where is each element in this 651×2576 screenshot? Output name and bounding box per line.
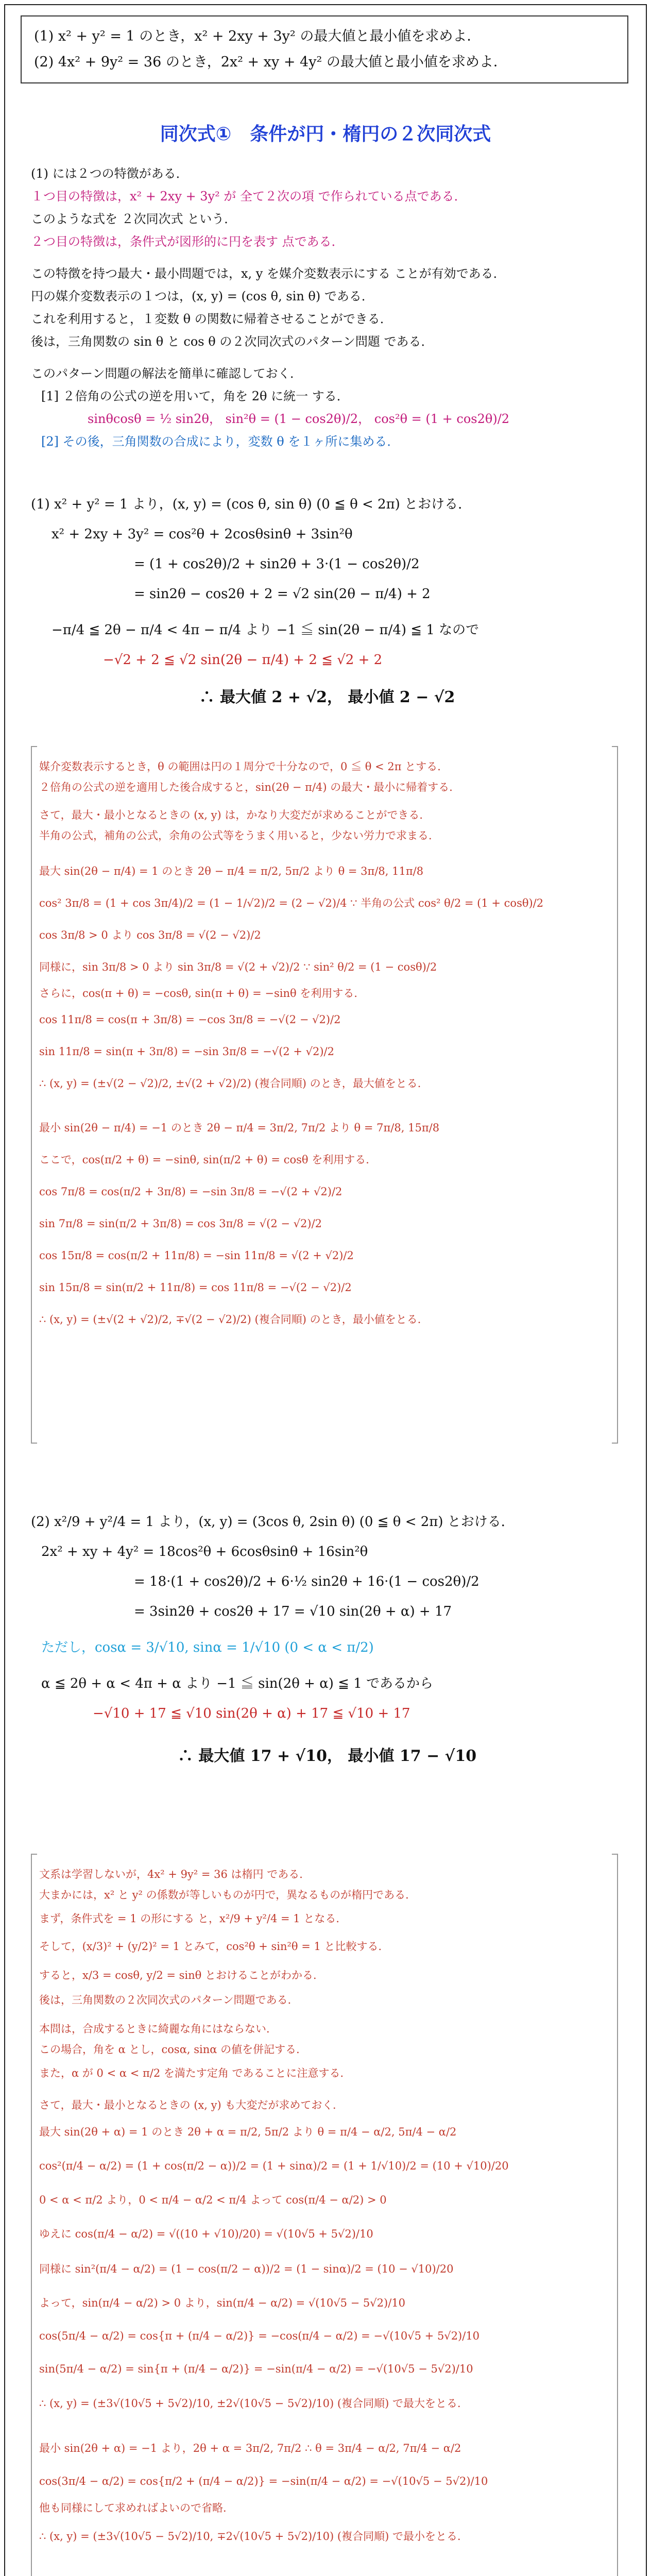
solution-2 <box>31 1507 623 1766</box>
intro-line: 円の媒介変数表示の１つは，(x, y) = (cos θ, sin θ) である． <box>31 289 374 303</box>
intro-line: ２つ目の特徴は，条件式が図形的に円を表す 点である． <box>31 234 344 249</box>
answer-1: ∴ 最大値 2 + √2， 最小値 2 − √2 <box>199 688 455 706</box>
note-line: さて，最大・最小となるときの (x, y) も大変だが求めておく． <box>39 2099 344 2111</box>
problem-box <box>21 15 628 83</box>
sol-line: = sin2θ − cos2θ + 2 = √2 sin(2θ − π/4) + 2 <box>134 586 431 602</box>
intro-line: 後は，三角関数の sin θ と cos θ の２次同次式のパターン問題 である． <box>31 334 434 349</box>
note-line: cos 15π/8 = cos(π/2 + 11π/8) = −sin 11π/8 = √(2 + √2)/2 <box>39 1249 354 1262</box>
note-line: よって，sin(π/4 − α/2) > 0 より，sin(π/4 − α/2) = √(10√5 − 5√2)/10 <box>39 2297 405 2309</box>
intro-line: このような式を ２次同次式 という． <box>31 212 237 226</box>
note-line: cos(5π/4 − α/2) = cos{π + (π/4 − α/2)} = −cos(π/4 − α/2) = −√(10√5 + 5√2)/10 <box>39 2330 480 2342</box>
note-line: すると，x/3 = cosθ, y/2 = sinθ とおけることがわかる． <box>39 1969 324 1981</box>
sol-line: −π/4 ≦ 2θ − π/4 < 4π − π/4 より −1 ≦ sin(2θ − π/4) ≦ 1 なので <box>52 622 479 638</box>
note-line: ２倍角の公式の逆を適用した後合成すると，sin(2θ − π/4) の最大・最小に帰着する． <box>39 781 460 793</box>
note-line: この場合，角を α とし，cosα, sinα の値を併記する． <box>39 2043 307 2056</box>
sol-line: α ≦ 2θ + α < 4π + α より −1 ≦ sin(2θ + α) ≦ 1 であるから <box>41 1676 434 1691</box>
note-line: cos 7π/8 = cos(π/2 + 3π/8) = −sin 3π/8 = −√(2 + √2)/2 <box>39 1185 342 1198</box>
note-line: 0 < α < π/2 より，0 < π/4 − α/2 < π/4 よって cos(π/4 − α/2) > 0 <box>39 2194 387 2206</box>
note-line: 同様に sin²(π/4 − α/2) = (1 − cos(π/2 − α))/2 = (1 − sinα)/2 = (10 − √10)/20 <box>39 2263 454 2275</box>
intro-line: (1) には２つの特徴がある． <box>31 166 189 181</box>
note-line: cos(3π/4 − α/2) = cos{π/2 + (π/4 − α/2)} = −sin(π/4 − α/2) = −√(10√5 − 5√2)/10 <box>39 2475 488 2487</box>
note-line: また，α が 0 < α < π/2 を満たす定角 であることに注意する． <box>39 2067 351 2079</box>
intro-line: １つ目の特徴は，x² + 2xy + 3y² が 全て２次の項 で作られている点である． <box>31 189 467 204</box>
note-line: cos 11π/8 = cos(π + 3π/8) = −cos 3π/8 = −√(2 − √2)/2 <box>39 1013 341 1026</box>
note-box-2 <box>31 1855 618 2576</box>
note-box-1 <box>31 747 618 1443</box>
intro-line: [1] ２倍角の公式の逆を用いて，角を 2θ に統一 する． <box>41 389 349 403</box>
note-line: 最小 sin(2θ − π/4) = −1 のとき 2θ − π/4 = 3π/2, 7π/2 より θ = 7π/8, 15π/8 <box>39 1122 440 1134</box>
note-line: 他も同様にして求めればよいので省略． <box>39 2502 234 2514</box>
note-line: sin 15π/8 = sin(π/2 + 11π/8) = cos 11π/8 = −√(2 − √2)/2 <box>39 1281 352 1294</box>
note-line: sin 7π/8 = sin(π/2 + 3π/8) = cos 3π/8 = √(2 − √2)/2 <box>39 1217 322 1230</box>
note-line: ∴ (x, y) = (±3√(10√5 + 5√2)/10, ±2√(10√5 − 5√2)/10) (複合同順) で最大をとる． <box>39 2397 468 2410</box>
note-line: 最大 sin(2θ + α) = 1 のとき 2θ + α = π/2, 5π/2 より θ = π/4 − α/2, 5π/4 − α/2 <box>39 2126 457 2138</box>
note-line: 同様に，sin 3π/8 > 0 より sin 3π/8 = √(2 + √2)/2 ∵ sin² θ/2 = (1 − cosθ)/2 <box>39 961 437 973</box>
note-line: 本問は，合成するときに綺麗な角にはならない． <box>39 2023 277 2035</box>
sol-line: = (1 + cos2θ)/2 + sin2θ + 3·(1 − cos2θ)/2 <box>134 556 420 572</box>
note-line: cos²(π/4 − α/2) = (1 + cos(π/2 − α))/2 = (1 + sinα)/2 = (1 + 1/√10)/2 = (10 + √10)/20 <box>39 2160 509 2172</box>
note-line: cos² 3π/8 = (1 + cos 3π/4)/2 = (1 − 1/√2)/2 = (2 − √2)/4 ∵ 半角の公式 cos² θ/2 = (1 + cosθ)/2 <box>39 897 544 909</box>
note-line: 媒介変数表示するとき，θ の範囲は円の１周分で十分なので，0 ≦ θ < 2π とする． <box>39 760 449 773</box>
note-line: ここで，cos(π/2 + θ) = −sinθ, sin(π/2 + θ) = cosθ を利用する． <box>39 1154 377 1166</box>
intro-section <box>31 162 623 453</box>
note-line: 後は，三角関数の２次同次式のパターン問題である． <box>39 1994 299 2006</box>
note-line: さて，最大・最小となるときの (x, y) は，かなり大変だが求めることができる． <box>39 809 431 821</box>
note-line: ゆえに cos(π/4 − α/2) = √((10 + √10)/20) = √(10√5 + 5√2)/10 <box>39 2228 373 2240</box>
sol-line: (2) x²/9 + y²/4 = 1 より，(x, y) = (3cos θ, 2sin θ) (0 ≦ θ < 2π) とおける． <box>31 1514 515 1530</box>
problem-1: (1) x² + y² = 1 のとき，x² + 2xy + 3y² の最大値と最小値を求めよ． <box>34 28 481 44</box>
problem-2: (2) 4x² + 9y² = 36 のとき，2x² + xy + 4y² の最大値と最小値を求めよ． <box>34 54 507 70</box>
sol-line: = 3sin2θ + cos2θ + 17 = √10 sin(2θ + α) + 17 <box>134 1604 452 1619</box>
note-line: 最大 sin(2θ − π/4) = 1 のとき 2θ − π/4 = π/2, 5π/2 より θ = 3π/8, 11π/8 <box>39 865 424 877</box>
sol-line: x² + 2xy + 3y² = cos²θ + 2cosθsinθ + 3sin²θ <box>52 527 353 542</box>
note-line: ∴ (x, y) = (±√(2 + √2)/2, ∓√(2 − √2)/2) (複合同順) のとき，最小値をとる． <box>39 1313 429 1326</box>
note-line: まず，条件式を = 1 の形にする と，x²/9 + y²/4 = 1 となる． <box>39 1912 347 1925</box>
solution-1 <box>31 489 623 707</box>
note-line: sin 11π/8 = sin(π + 3π/8) = −sin 3π/8 = −√(2 + √2)/2 <box>39 1045 334 1058</box>
sol-line: (1) x² + y² = 1 より，(x, y) = (cos θ, sin θ) (0 ≦ θ < 2π) とおける． <box>31 497 472 512</box>
note-line: ∴ (x, y) = (±3√(10√5 − 5√2)/10, ∓2√(10√5 + 5√2)/10) (複合同順) で最小をとる． <box>39 2530 468 2543</box>
note-line: ∴ (x, y) = (±√(2 − √2)/2, ±√(2 + √2)/2) (複合同順) のとき，最大値をとる． <box>39 1077 429 1090</box>
note-line: そして，(x/3)² + (y/2)² = 1 とみて，cos²θ + sin²θ = 1 と比較する． <box>39 1940 389 1953</box>
sol-line: ただし，cosα = 3/√10, sinα = 1/√10 (0 < α < π/2) <box>41 1640 374 1655</box>
formula-line: sinθcosθ = ½ sin2θ， sin²θ = (1 − cos2θ)/2， cos²θ = (1 + cos2θ)/2 <box>88 412 510 426</box>
note-line: sin(5π/4 − α/2) = sin{π + (π/4 − α/2)} = −sin(π/4 − α/2) = −√(10√5 − 5√2)/10 <box>39 2363 473 2375</box>
intro-line: これを利用すると，１変数 θ の関数に帰着させることができる． <box>31 312 392 326</box>
intro-line: [2] その後，三角関数の合成により，変数 θ を１ヶ所に集める． <box>41 434 400 449</box>
sol-line: 2x² + xy + 4y² = 18cos²θ + 6cosθsinθ + 16sin²θ <box>41 1544 368 1560</box>
note-line: 最小 sin(2θ + α) = −1 より，2θ + α = 3π/2, 7π/2 ∴ θ = 3π/4 − α/2, 7π/4 − α/2 <box>39 2442 461 2454</box>
note-line: さらに，cos(π + θ) = −cosθ, sin(π + θ) = −sinθ を利用する． <box>39 987 365 999</box>
sol-line: −√2 + 2 ≦ √2 sin(2θ − π/4) + 2 ≦ √2 + 2 <box>103 652 383 668</box>
note-line: 文系は学習しないが，4x² + 9y² = 36 は楕円 である． <box>39 1868 311 1880</box>
sol-line: −√10 + 17 ≦ √10 sin(2θ + α) + 17 ≦ √10 + 17 <box>93 1706 410 1721</box>
intro-line: このパターン問題の解法を簡単に確認しておく． <box>31 366 303 381</box>
note-line: cos 3π/8 > 0 より cos 3π/8 = √(2 − √2)/2 <box>39 929 261 941</box>
answer-2: ∴ 最大値 17 + √10， 最小値 17 − √10 <box>177 1747 477 1765</box>
note-line: 大まかには，x² と y² の係数が等しいものが円で，異なるものが楕円である． <box>39 1889 417 1901</box>
note-line: 半角の公式，補角の公式，余角の公式等をうまく用いると，少ない労力で求まる． <box>39 829 439 842</box>
sol-line: = 18·(1 + cos2θ)/2 + 6·½ sin2θ + 16·(1 − cos2θ)/2 <box>134 1574 479 1589</box>
page-title: 同次式① 条件が円・楕円の２次同次式 <box>160 124 491 145</box>
intro-line: この特徴を持つ最大・最小問題では，x, y を媒介変数表示にする ことが有効である． <box>31 266 506 281</box>
